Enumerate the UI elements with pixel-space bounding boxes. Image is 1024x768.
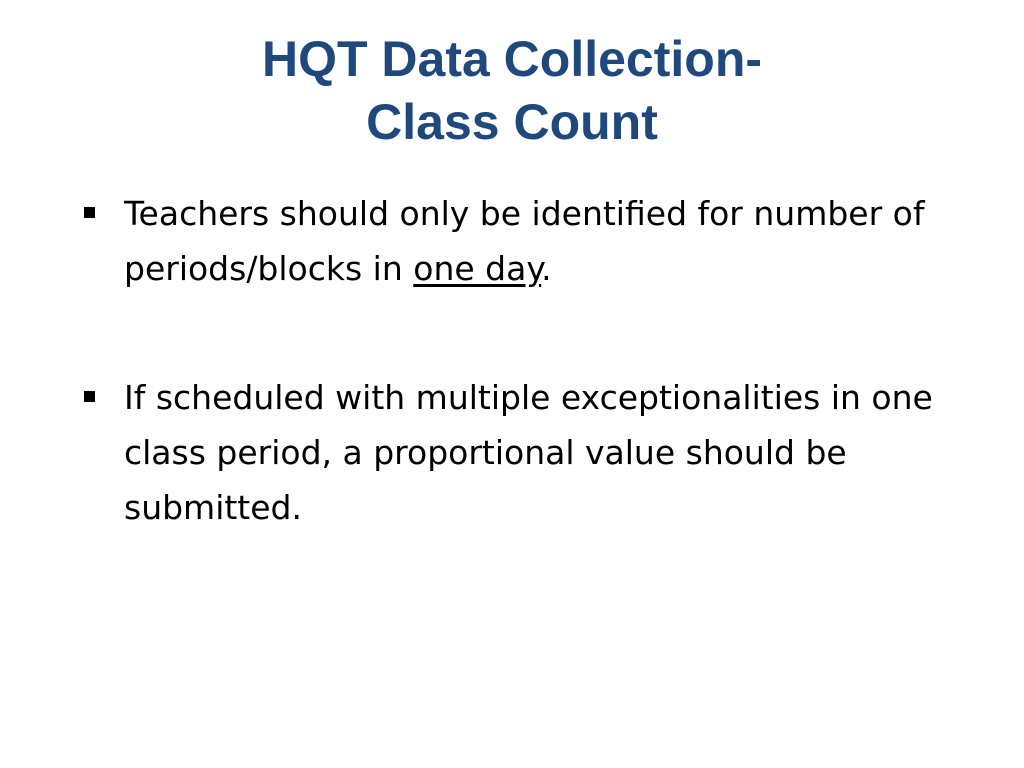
bullet-text: If scheduled with multiple exceptionalities in one class period, a proportional value should be submitted. [124,378,933,527]
bullet-emphasis-one-day: one day [413,249,542,288]
bullet-list [0,186,1024,535]
square-bullet-icon [84,207,95,218]
bullet-item-periods [0,186,964,296]
bullet-text-start: Teachers should only be identified for number of periods/blocks in [124,194,925,288]
title-line-1: HQT Data Collection- [261,31,763,87]
title-line-2: Class Count [366,94,658,150]
bullet-text-end: . [541,249,552,288]
square-bullet-icon [84,391,95,402]
slide-title [0,28,1024,154]
bullet-item-proportional [0,370,964,535]
